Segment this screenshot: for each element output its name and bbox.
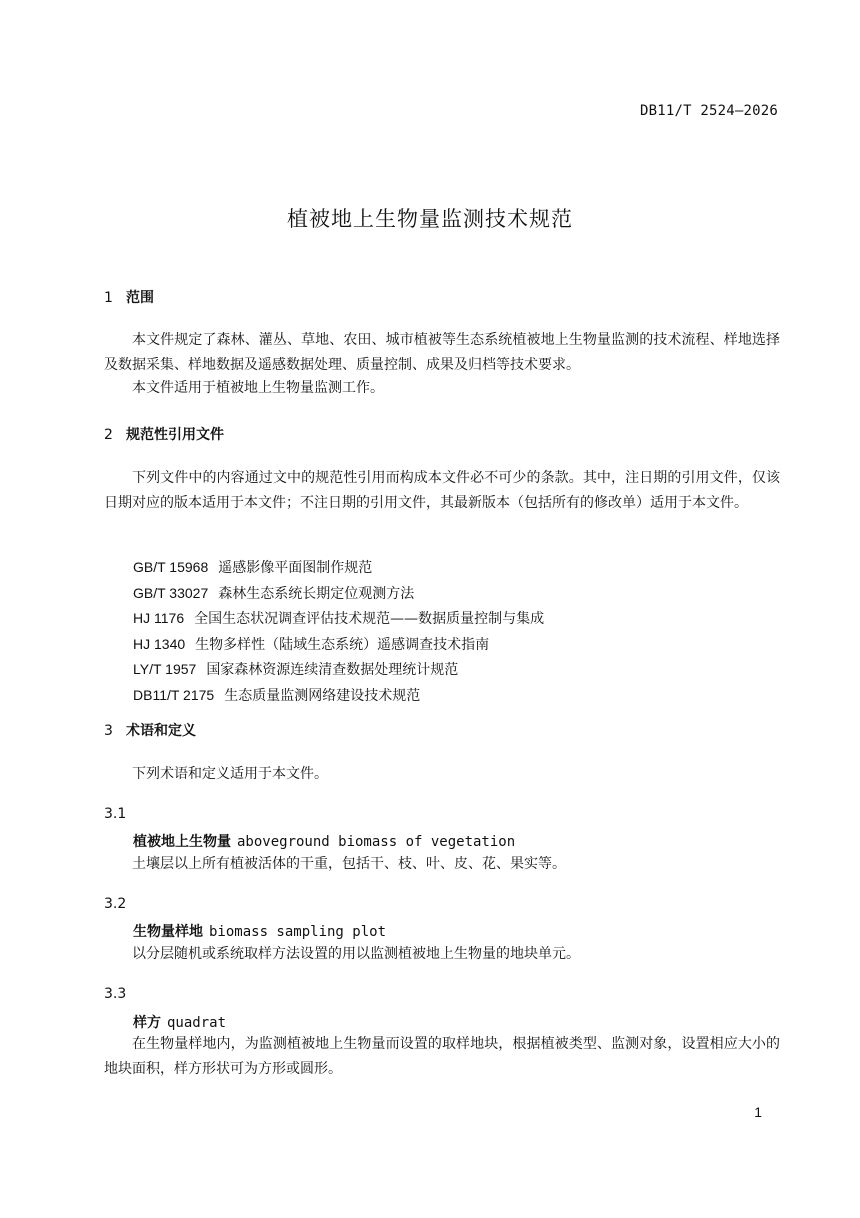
term-definition: 在生物量样地内，为监测植被地上生物量而设置的取样地块，根据植被类型、监测对象，设置相应大小的地块面积，样方形状可为方形或圆形。 bbox=[104, 1036, 780, 1077]
term-name: 样方 quadrat bbox=[133, 1015, 227, 1031]
reference-item: HJ 1340 生物多样性（陆域生态系统）遥感调查技术指南 bbox=[133, 635, 490, 653]
section-2-heading bbox=[104, 424, 224, 444]
term-definition: 土壤层以上所有植被活体的干重，包括干、枝、叶、皮、花、果实等。 bbox=[132, 856, 566, 872]
section-number: 1 bbox=[104, 290, 113, 306]
section-2-paragraph-1: 下列文件中的内容通过文中的规范性引用而构成本文件必不可少的条款。其中，注日期的引用文件，仅该日期对应的版本适用于本文件；不注日期的引用文件，其最新版本（包括所有的修改单）适用于本文件。 bbox=[104, 470, 780, 511]
section-1-heading bbox=[104, 287, 154, 307]
term-definition: 以分层随机或系统取样方法设置的用以监测植被地上生物量的地块单元。 bbox=[132, 946, 580, 962]
section-3-heading bbox=[104, 720, 196, 740]
document-title: 植被地上生物量监测技术规范 bbox=[287, 207, 573, 231]
section-3-paragraph-1: 下列术语和定义适用于本文件。 bbox=[132, 766, 328, 782]
reference-item: GB/T 33027 森林生态系统长期定位观测方法 bbox=[133, 584, 415, 602]
section-title: 规范性引用文件 bbox=[126, 427, 224, 443]
term-name: 生物量样地 biomass sampling plot bbox=[133, 924, 387, 940]
section-number: 2 bbox=[104, 427, 113, 443]
section-1-paragraph-1: 本文件规定了森林、灌丛、草地、农田、城市植被等生态系统植被地上生物量监测的技术流程、样地选择及数据采集、样地数据及遥感数据处理、质量控制、成果及归档等技术要求。 bbox=[104, 332, 780, 373]
reference-item: GB/T 15968 遥感影像平面图制作规范 bbox=[133, 559, 373, 576]
term-number: 3.1 bbox=[104, 806, 127, 822]
page-number: 1 bbox=[754, 1104, 762, 1120]
term-number: 3.3 bbox=[104, 986, 127, 1002]
standard-code: DB11/T 2524—2026 bbox=[639, 103, 778, 119]
reference-item: DB11/T 2175 生态质量监测网络建设技术规范 bbox=[133, 686, 421, 704]
section-title: 范围 bbox=[126, 290, 154, 306]
section-1-paragraph-2: 本文件适用于植被地上生物量监测工作。 bbox=[132, 380, 384, 396]
reference-item: HJ 1176 全国生态状况调查评估技术规范——数据质量控制与集成 bbox=[133, 610, 545, 627]
section-number: 3 bbox=[104, 723, 113, 739]
reference-list bbox=[133, 555, 544, 708]
section-title: 术语和定义 bbox=[126, 723, 196, 739]
term-name: 植被地上生物量 aboveground biomass of vegetation bbox=[133, 834, 516, 850]
term-number: 3.2 bbox=[104, 896, 127, 912]
reference-item: LY/T 1957 国家森林资源连续清查数据处理统计规范 bbox=[133, 661, 459, 678]
